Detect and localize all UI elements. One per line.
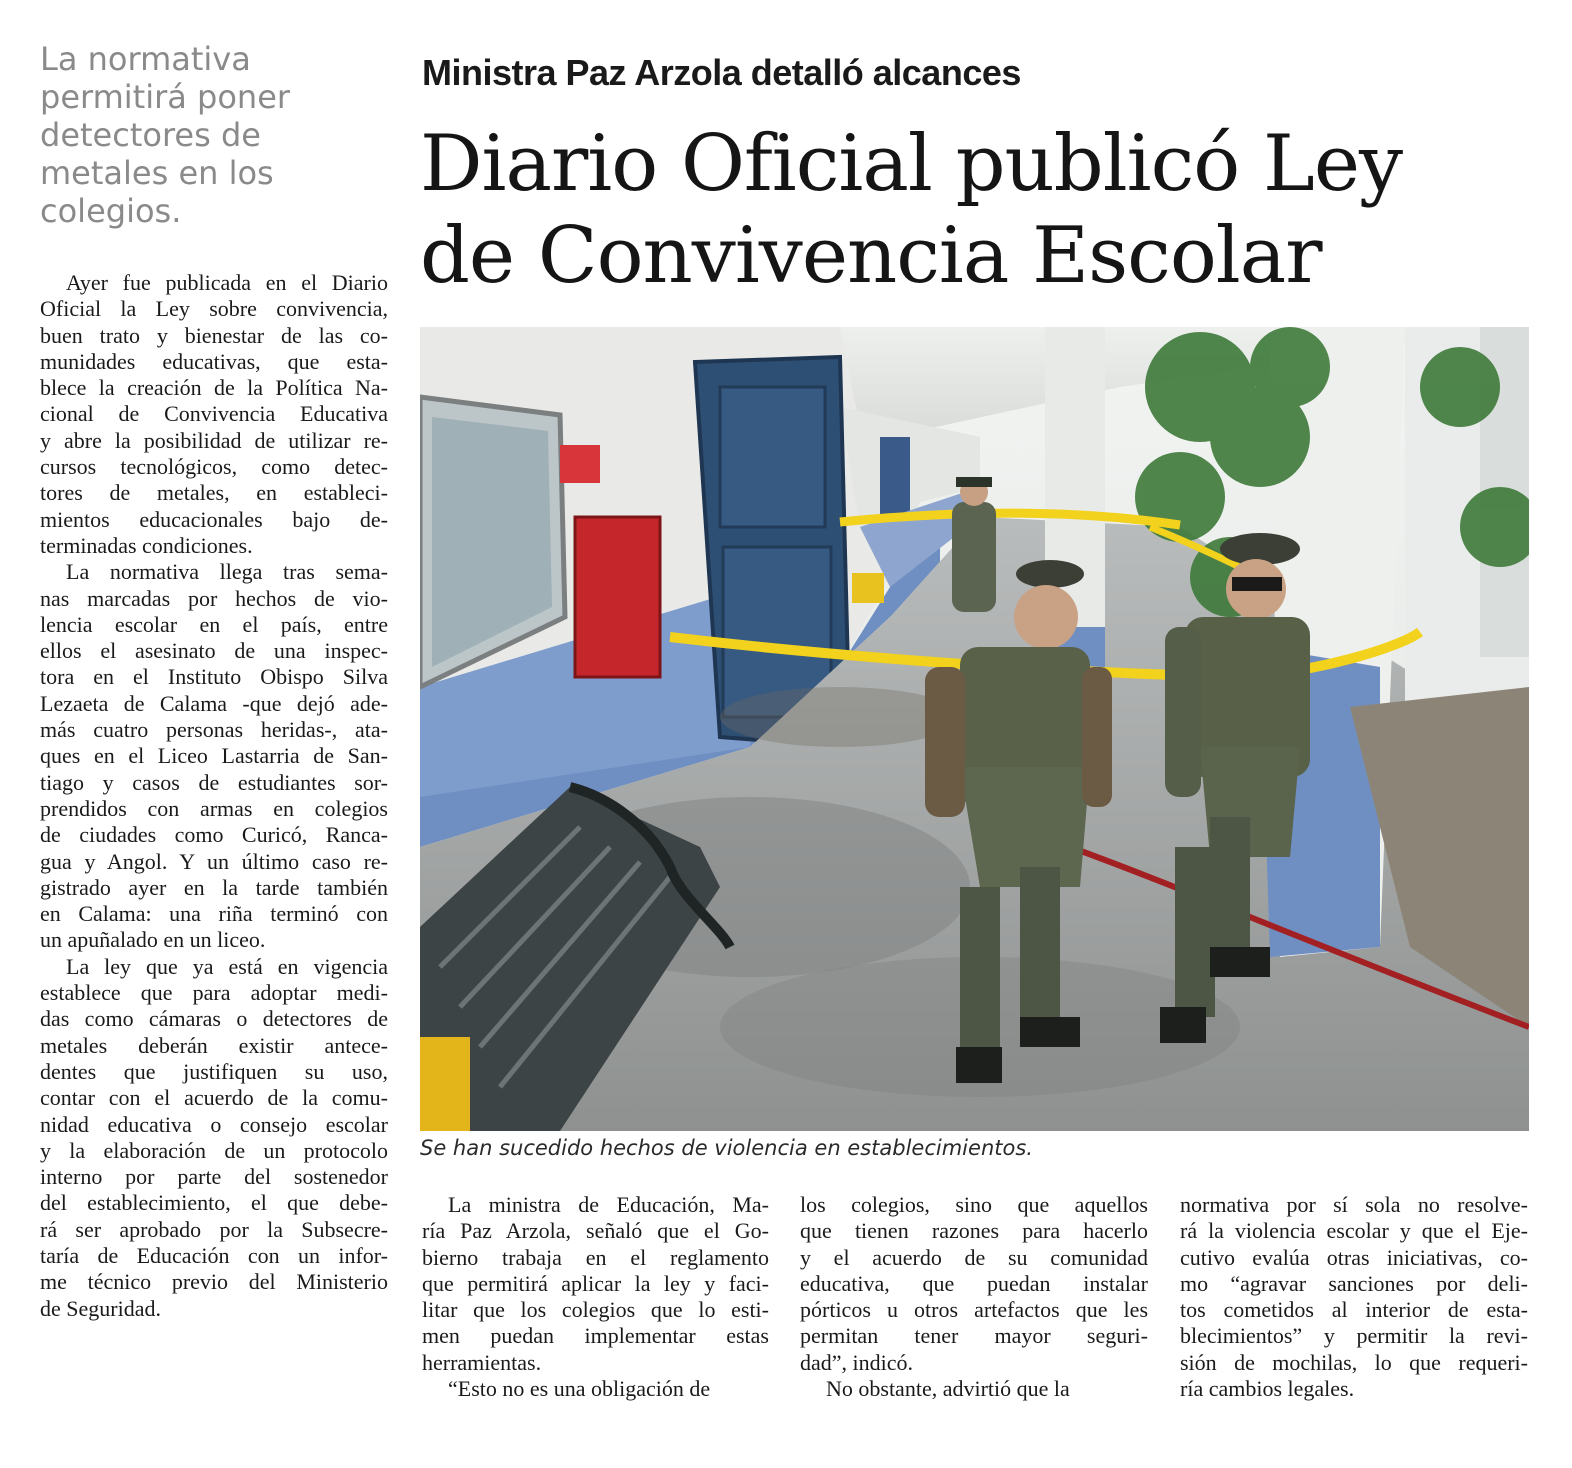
- article-column-left: [40, 270, 388, 1322]
- paragraph: [1180, 1192, 1528, 1402]
- text-line: y el acuerdo de su comunidad: [800, 1244, 1148, 1270]
- text-line: mientos educacionales bajo de-: [40, 506, 388, 532]
- text-line: normativa por sí sola no resolve-: [1180, 1192, 1528, 1217]
- text-line: metales deberán existir antece-: [40, 1032, 388, 1058]
- text-line: lencia escolar en el país, entre: [40, 611, 388, 637]
- text-line: que tienen razones para hacerlo: [800, 1218, 1148, 1244]
- text-line: das como cámaras o detectores de: [40, 1006, 388, 1032]
- text-line: ría Paz Arzola, señaló que el Go-: [422, 1218, 769, 1244]
- pull-quote: [40, 40, 370, 230]
- text-line: más cuatro personas heridas-, ata-: [40, 717, 388, 743]
- text-line: tos cometidos al interior de esta-: [1180, 1297, 1528, 1323]
- headline-line: Diario Oficial publicó Ley: [420, 119, 1403, 209]
- text-line: gua y Angol. Y un último caso re-: [40, 848, 388, 874]
- article-photo: [420, 327, 1529, 1131]
- paragraph: [800, 1376, 1148, 1402]
- text-line: bierno trabaja en el reglamento: [422, 1244, 769, 1270]
- text-line: Ayer fue publicada en el Diario: [66, 270, 388, 295]
- text-line: No obstante, advirtió que la: [826, 1376, 1070, 1402]
- text-line: prendidos con armas en colegios: [40, 795, 388, 821]
- text-line: blecimientos” y permitir la revi-: [1180, 1323, 1528, 1349]
- text-line: y abre la posibilidad de utilizar re-: [40, 427, 388, 453]
- text-line: nas marcadas por hechos de vio-: [40, 585, 388, 611]
- text-line: “Esto no es una obligación de: [448, 1376, 711, 1402]
- pull-quote-line: metales en los: [40, 154, 274, 192]
- text-line: pórticos u otros artefactos que les: [800, 1297, 1148, 1323]
- text-line: blece la creación de la Política Na-: [40, 375, 388, 401]
- text-line: terminadas condiciones.: [40, 532, 253, 558]
- paragraph: [40, 270, 388, 559]
- text-line: men puedan implementar estas: [422, 1323, 769, 1349]
- text-line: ría cambios legales.: [1180, 1376, 1355, 1402]
- text-line: sión de mochilas, lo que requeri-: [1180, 1349, 1528, 1375]
- text-line: rá ser aprobado por la Subsecre-: [40, 1216, 388, 1242]
- text-line: cutivo evalúa otras iniciativas, co-: [1180, 1244, 1528, 1270]
- article-column-bottom-2: [800, 1192, 1148, 1402]
- text-line: Oficial la Ley sobre convivencia,: [40, 296, 388, 322]
- text-line: dad”, indicó.: [800, 1349, 914, 1375]
- pull-quote-line: colegios.: [40, 192, 182, 230]
- kicker: Ministra Paz Arzola detalló alcances: [422, 52, 1021, 93]
- text-line: de ciudades como Curicó, Ranca-: [40, 822, 388, 848]
- text-line: La ministra de Educación, Ma-: [448, 1192, 769, 1217]
- text-line: del establecimiento, el que debe-: [40, 1190, 388, 1216]
- paragraph: [800, 1192, 1148, 1376]
- text-line: gistrado ayer en la tarde también: [40, 874, 388, 900]
- text-line: tiago y casos de estudiantes sor-: [40, 769, 388, 795]
- text-line: y la elaboración de un protocolo: [40, 1137, 388, 1163]
- pull-quote-line: La normativa: [40, 40, 251, 78]
- text-line: herramientas.: [422, 1349, 542, 1375]
- text-line: de Seguridad.: [40, 1295, 161, 1321]
- paragraph: [40, 954, 388, 1322]
- text-line: tores de metales, en estableci-: [40, 480, 388, 506]
- pull-quote-line: permitirá poner: [40, 78, 291, 116]
- text-line: ques en el Liceo Lastarria de San-: [40, 743, 388, 769]
- text-line: cional de Convivencia Educativa: [40, 401, 388, 427]
- text-line: interno por parte del sostenedor: [40, 1164, 388, 1190]
- headline: [420, 118, 1540, 302]
- article-column-bottom-3: [1180, 1192, 1528, 1402]
- text-line: que permitirá aplicar la ley y faci-: [422, 1270, 769, 1296]
- text-line: mo “agravar sanciones por deli-: [1180, 1270, 1528, 1296]
- paragraph: [422, 1192, 769, 1376]
- text-line: en Calama: una riña terminó con: [40, 901, 388, 927]
- text-line: educativa, que puedan instalar: [800, 1270, 1148, 1296]
- text-line: un apuñalado en un liceo.: [40, 927, 266, 953]
- text-line: ellos el asesinato de una inspec-: [40, 638, 388, 664]
- text-line: contar con el acuerdo de la comu-: [40, 1085, 388, 1111]
- paragraph: [422, 1376, 769, 1402]
- text-line: dentes que justifiquen su uso,: [40, 1058, 388, 1084]
- article-column-bottom-1: [422, 1192, 769, 1402]
- photo-caption: Se han sucedido hechos de violencia en establecimientos.: [420, 1136, 1033, 1160]
- text-line: rá la violencia escolar y que el Eje-: [1180, 1218, 1528, 1244]
- photo-illustration: [420, 327, 1529, 1131]
- text-line: litar que los colegios que lo esti-: [422, 1297, 769, 1323]
- pull-quote-line: detectores de: [40, 116, 261, 154]
- text-line: establece que para adoptar medi-: [40, 980, 388, 1006]
- text-line: los colegios, sino que aquellos: [800, 1192, 1148, 1217]
- text-line: me técnico previo del Ministerio: [40, 1269, 388, 1295]
- text-line: cursos tecnológicos, como detec-: [40, 454, 388, 480]
- text-line: La normativa llega tras sema-: [66, 559, 388, 585]
- headline-line: de Convivencia Escolar: [420, 211, 1322, 301]
- text-line: tora en el Instituto Obispo Silva: [40, 664, 388, 690]
- text-line: taría de Educación con un infor-: [40, 1242, 388, 1268]
- text-line: permitan tener mayor seguri-: [800, 1323, 1148, 1349]
- paragraph: [40, 559, 388, 953]
- text-line: nidad educativa o consejo escolar: [40, 1111, 388, 1137]
- text-line: munidades educativas, que esta-: [40, 348, 388, 374]
- text-line: buen trato y bienestar de las co-: [40, 322, 388, 348]
- text-line: Lezaeta de Calama -que dejó ade-: [40, 690, 388, 716]
- text-line: La ley que ya está en vigencia: [66, 953, 388, 979]
